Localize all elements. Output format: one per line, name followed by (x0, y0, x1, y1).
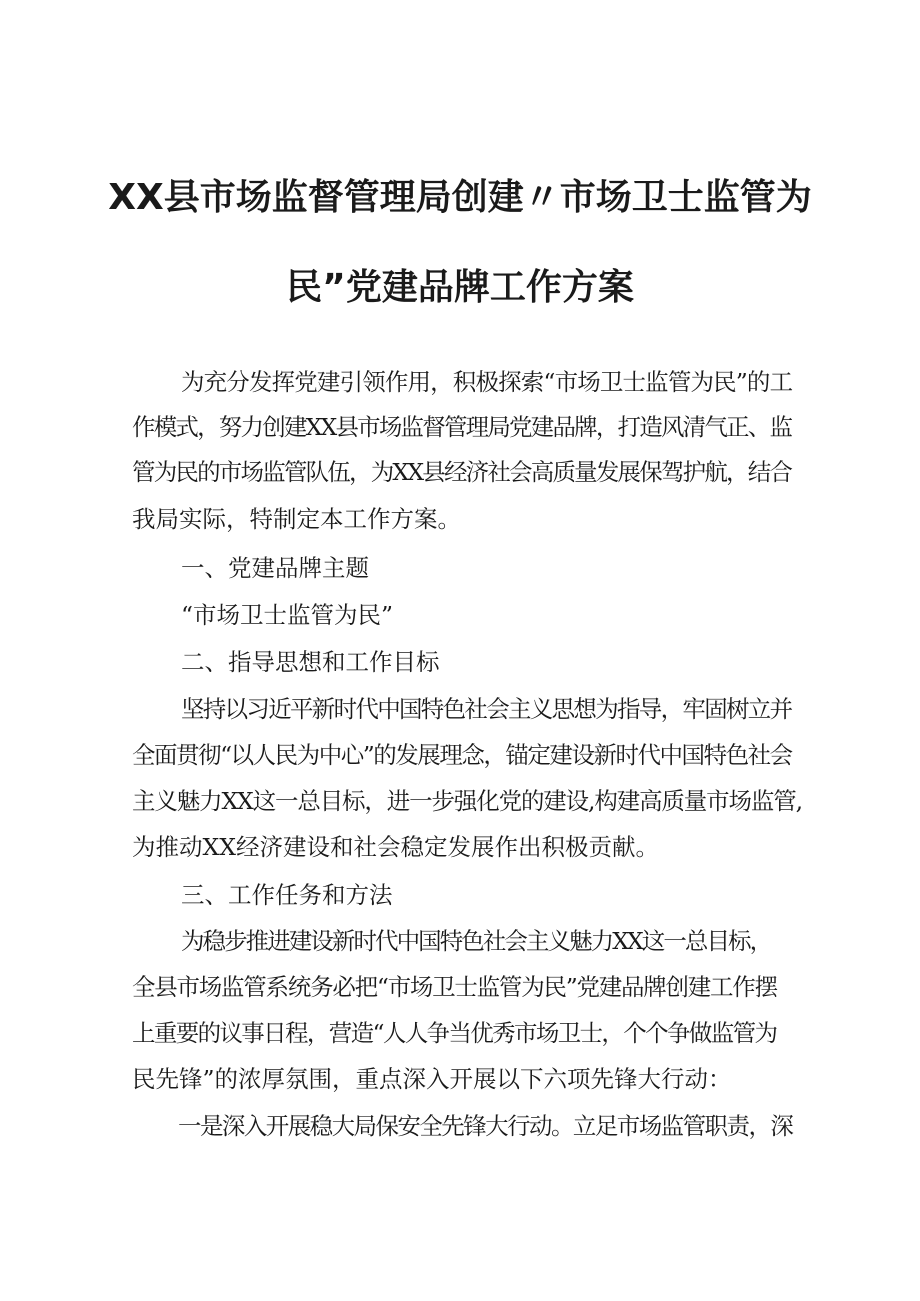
section-heading-3: 三、工作任务和方法 (181, 881, 393, 909)
body-line: 一是深入开展稳大局保安全先锋大行动。立足市场监管职责，深 (178, 1112, 793, 1140)
brand-theme: “市场卫士监管为民” (181, 601, 394, 629)
body-line: 坚持以习近平新时代中国特色社会主义思想为指导，牢固树立并 (181, 695, 792, 723)
body-line: 全县市场监管系统务必把“市场卫士监管为民”党建品牌创建工作摆 (132, 973, 777, 1001)
section-heading-1: 一、党建品牌主题 (181, 554, 369, 582)
document-title-line-2: 民”党建品牌工作方案 (286, 267, 634, 308)
body-line: 民先锋”的浓厚氛围，重点深入开展以下六项先锋大行动： (132, 1065, 732, 1093)
body-line: 为充分发挥党建引领作用，积极探索“市场卫士监管为民”的工 (181, 368, 793, 396)
body-line: 上重要的议事日程，营造“人人争当优秀市场卫士，个个争做监管为 (132, 1019, 777, 1047)
section-heading-2: 二、指导思想和工作目标 (181, 648, 440, 676)
document-title-line-1: XX县市场监督管理局创建〃市场卫士监管为 (108, 177, 812, 218)
body-line: 管为民的市场监管队伍，为XX县经济社会高质量发展保驾护航，结合 (132, 458, 792, 486)
body-line: 我局实际，特制定本工作方案。 (132, 505, 461, 533)
body-line: 为推动XX经济建设和社会稳定发展作出积极贡献。 (132, 833, 659, 861)
body-line: 主义魅力XX这一总目标，进一步强化党的建设,构建高质量市场监管, (132, 787, 802, 815)
body-line: 作模式，努力创建XX县市场监督管理局党建品牌，打造风清气正、监 (132, 413, 792, 441)
body-line: 为稳步推进建设新时代中国特色社会主义魅力XX这一总目标， (181, 927, 772, 955)
body-line: 全面贯彻“以人民为中心”的发展理念，锚定建设新时代中国特色社会 (132, 741, 792, 769)
